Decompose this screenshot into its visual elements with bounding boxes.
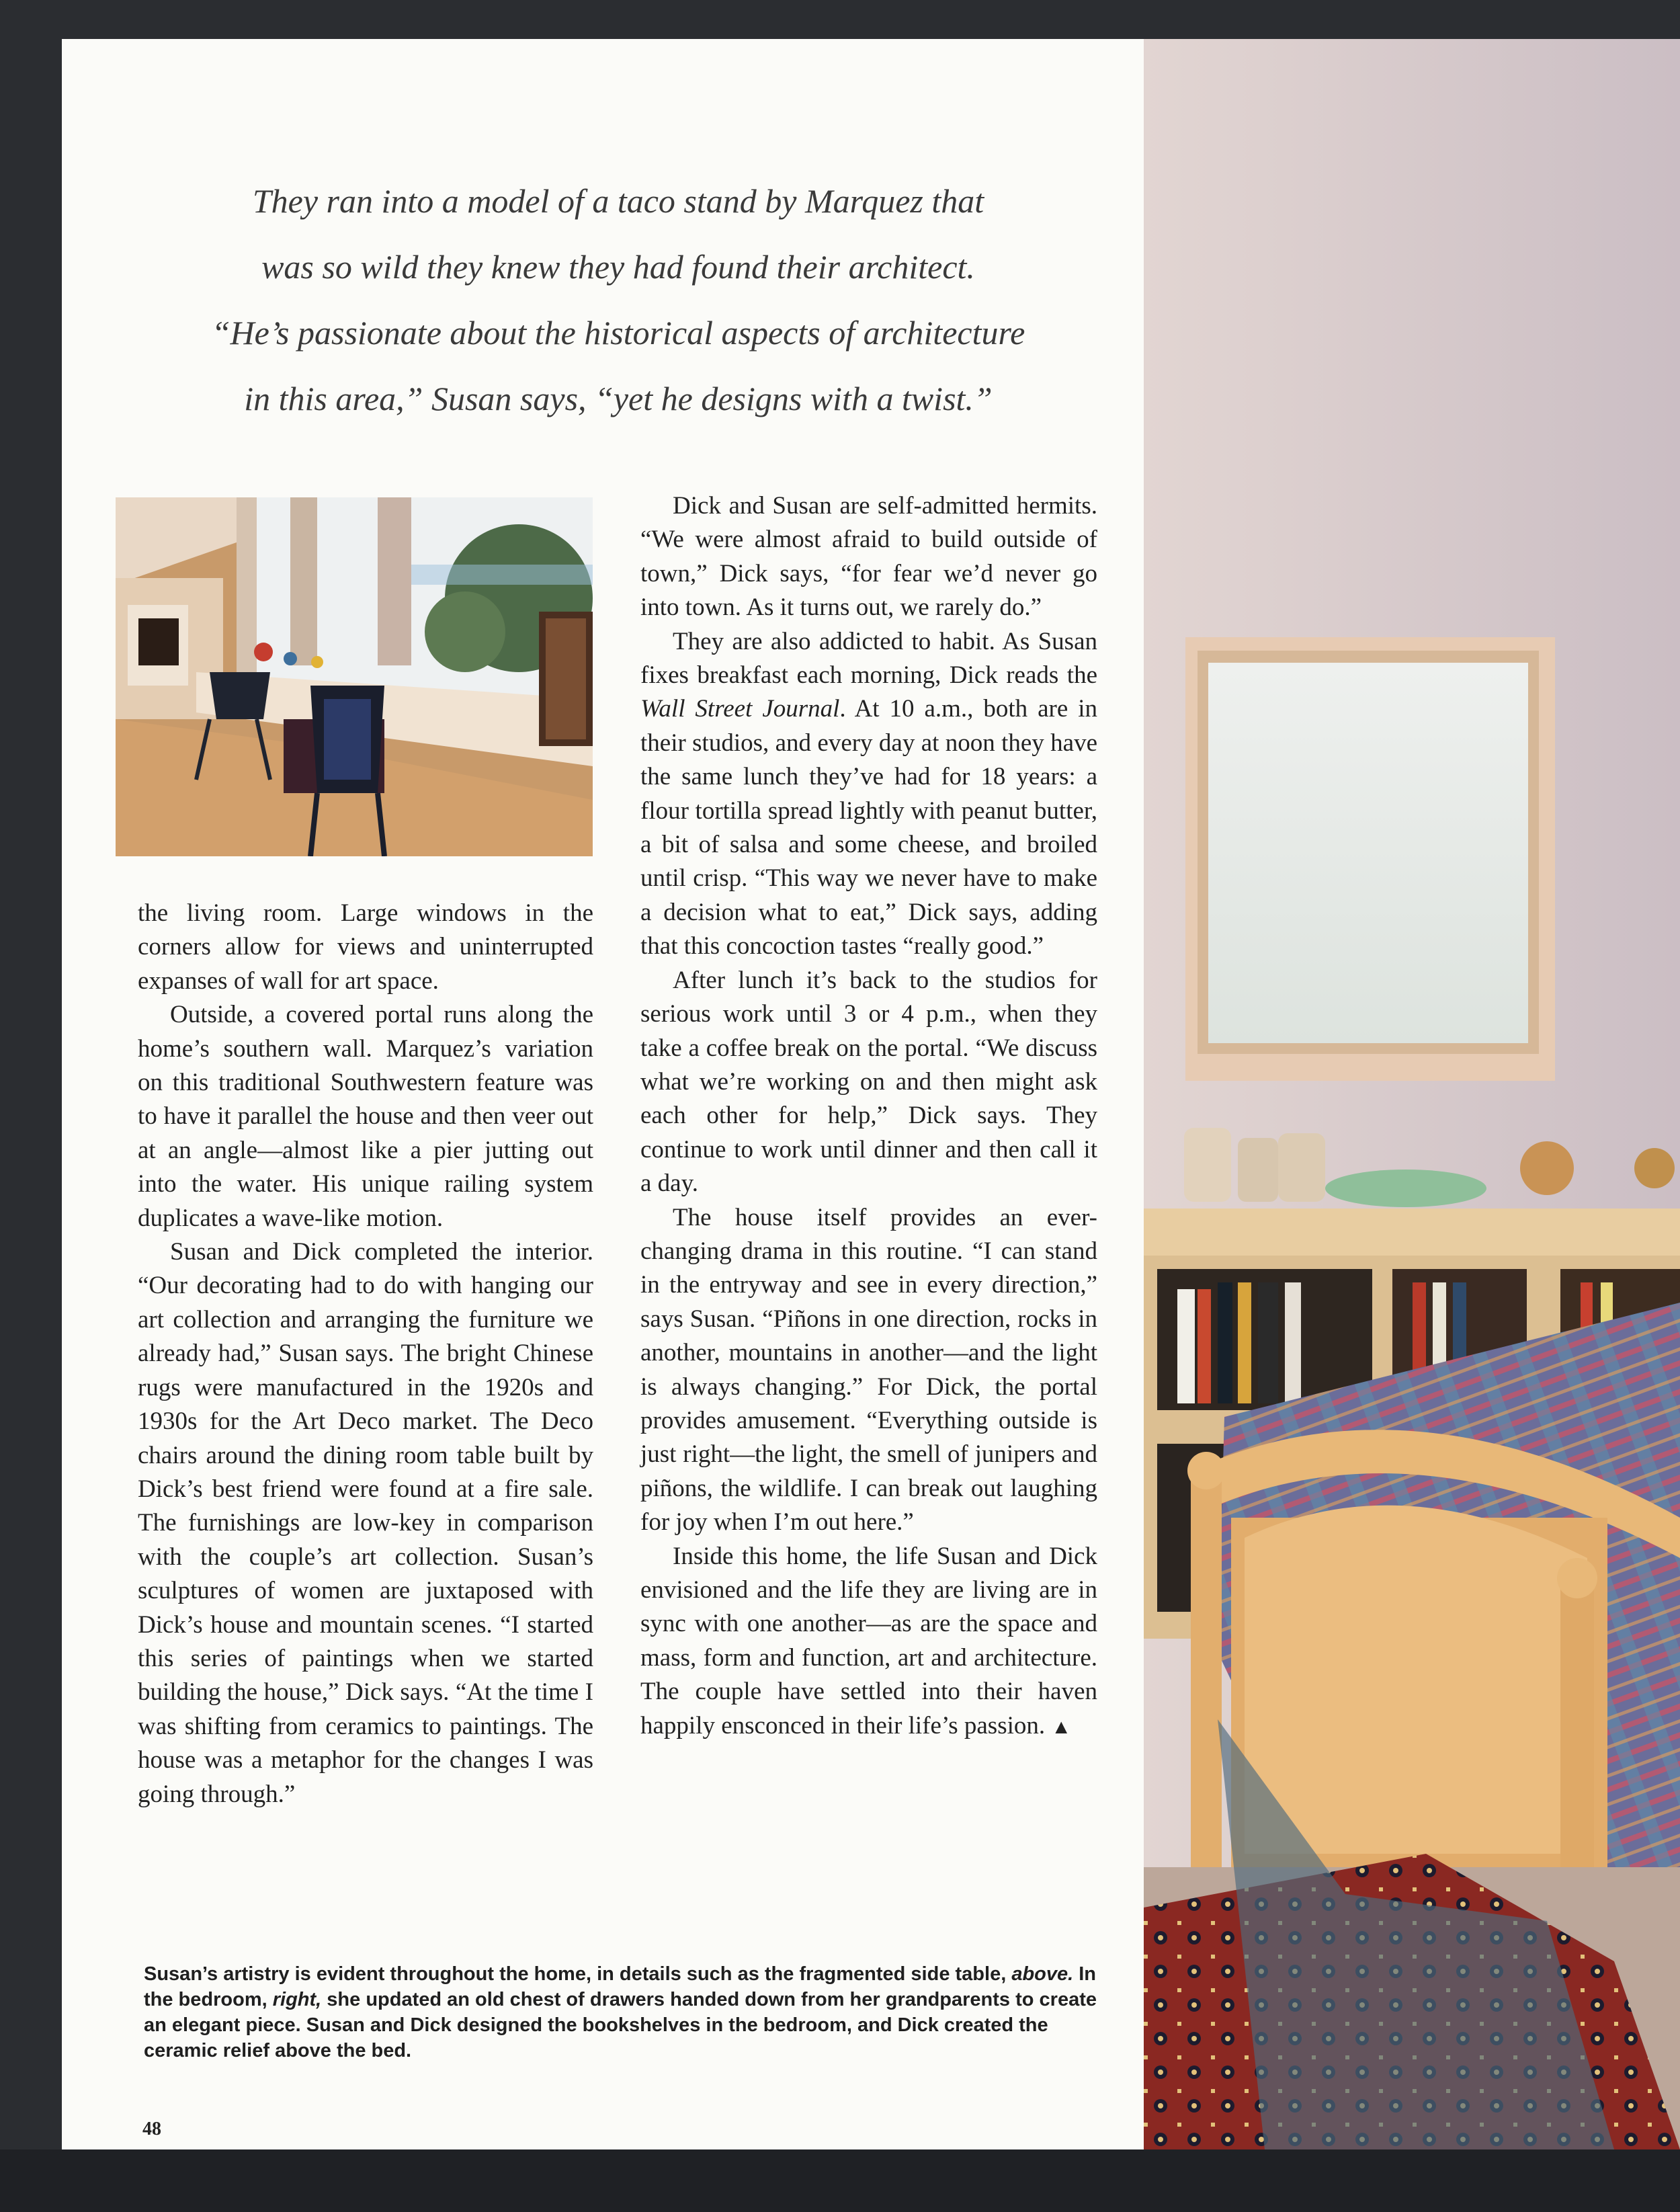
- scan-edge: [0, 2149, 1680, 2212]
- caption-text: she updated an old chest of drawers handed down from her grandparents to create an elegant piece. Susan and Dick designed the bookshelves in the bedroom, and Dick created the ceramic relief above the bed.: [144, 1989, 1097, 2061]
- photo-caption: [144, 1961, 1105, 2063]
- caption-direction: right,: [272, 1989, 322, 2010]
- body-column-2: [640, 489, 1097, 1744]
- pull-quote-line: in this area,” Susan says, “yet he designs with a twist.”: [244, 380, 993, 417]
- end-mark-icon: ▲: [1051, 1715, 1072, 1738]
- paragraph-text: Inside this home, the life Susan and Dick envisioned and the life they are living are in sync with one another—as are the space and mass, form and function, art and architecture. The couple have settled into their haven happily ensconced in their life’s passion.: [640, 1542, 1097, 1739]
- pull-quote-line: “He’s passionate about the historical aspects of architecture: [211, 314, 1025, 352]
- paragraph-text: . At 10 a.m., both are in their studios, and every day at noon they have the same lunch they’ve had for 18 years: a flour tortilla spread lightly with peanut butter, a bit of salsa and some cheese, and broiled until crisp. “This way we never have to make a decision what to eat,” Dick says, adding that this concoction tastes “really good.”: [640, 695, 1098, 960]
- paragraph: [640, 625, 1097, 964]
- bedroom-photo: [1144, 39, 1680, 2149]
- body-column-1: [138, 897, 593, 1811]
- page-number: 48: [142, 2119, 161, 2139]
- pull-quote-line: They ran into a model of a taco stand by Marquez that: [252, 182, 984, 220]
- paragraph: Susan and Dick completed the interior. “Our decorating had to do with hanging our art collection and arranging the furniture we already had,” Susan says. The bright Chinese rugs were manufactured in the 1920s and 1930s for the Art Deco market. The Deco chairs around the dining room table built by Dick’s best friend were found at a fire sale. The furnishings are low-key in comparison with the couple’s art collection. Susan’s sculptures of women are juxtaposed with Dick’s house and mountain scenes. “I started this series of paintings when we started building the house,” Dick says. “At the time I was shifting from ceramics to paintings. The house was a metaphor for the changes I was going through.”: [138, 1238, 593, 1808]
- living-room-photo: [116, 497, 593, 856]
- pull-quote-line: was so wild they knew they had found their architect.: [261, 248, 975, 286]
- publication-title: Wall Street Journal: [640, 695, 840, 723]
- living-room-illustration: [116, 497, 593, 856]
- caption-text: In the bedroom,: [144, 1963, 1097, 2010]
- paragraph: Dick and Susan are self-admitted hermits. “We were almost afraid to build outside of town,” Dick says, “for fear we’d never go into town. As it turns out, we rarely do.”: [640, 492, 1097, 622]
- pull-quote: [121, 168, 1116, 432]
- bedroom-illustration: [1144, 39, 1680, 2149]
- paragraph: After lunch it’s back to the studios for serious work until 3 or 4 p.m., when they take a coffee break on the portal. “We discuss what we’re working on and then might ask each other for help,” Dick says. They continue to work until dinner and then call it a day.: [640, 966, 1097, 1198]
- paragraph-text: They are also addicted to habit. As Susan fixes breakfast each morning, Dick reads the: [640, 627, 1097, 690]
- paragraph: [640, 1540, 1097, 1744]
- paragraph: The house itself provides an ever-changing drama in this routine. “I can stand in the entryway and see in every direction,” says Susan. “Piñons in one direction, rocks in another, mountains in another—and the light is always changing.” For Dick, the portal provides amusement. “Everything outside is just right—the light, the smell of junipers and piñons, the wildlife. I can break out laughing for joy when I’m out here.”: [640, 1203, 1097, 1537]
- caption-direction: above.: [1011, 1963, 1074, 1985]
- caption-text: Susan’s artistry is evident throughout the home, in details such as the fragmented side table,: [144, 1963, 1012, 1985]
- paragraph: Outside, a covered portal runs along the home’s southern wall. Marquez’s variation on this traditional Southwestern feature was to have it parallel the house and then veer out at an angle—almost like a pier jutting out into the water. His unique railing system duplicates a wave-like motion.: [138, 1001, 593, 1232]
- paragraph: the living room. Large windows in the corners allow for views and uninterrupted expanses of wall for art space.: [138, 899, 593, 995]
